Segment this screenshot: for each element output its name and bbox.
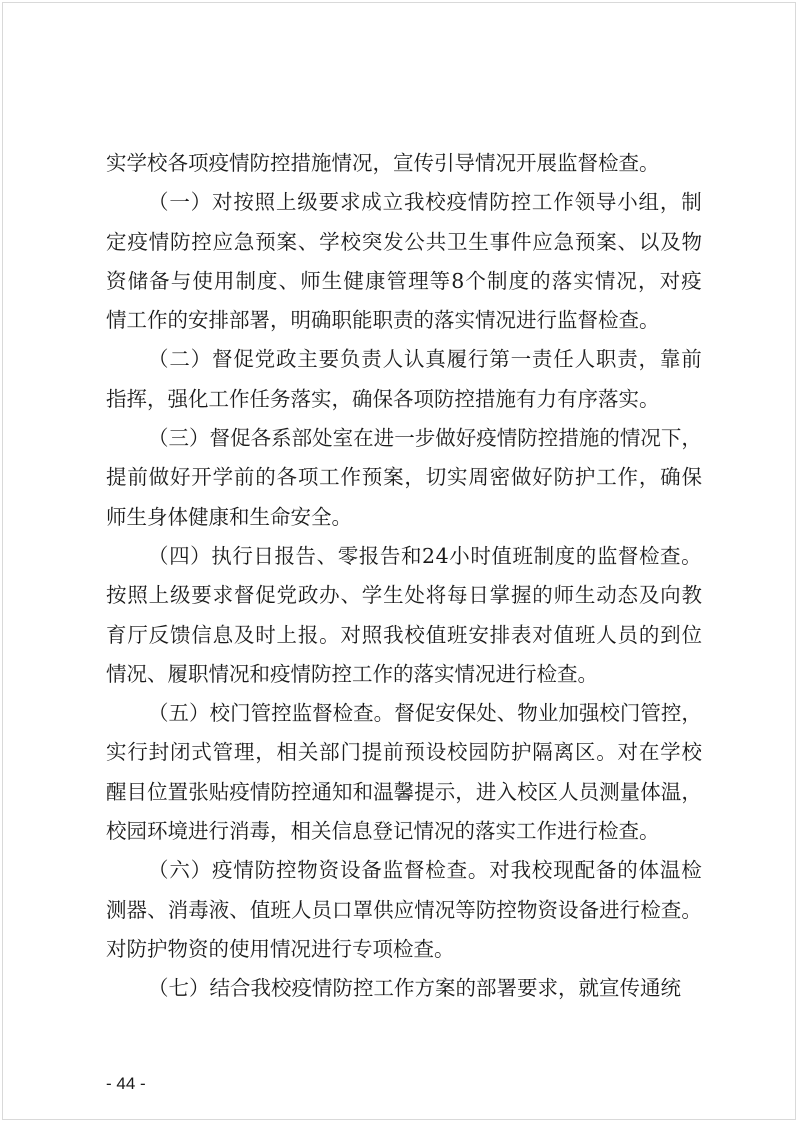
text-line: 情况、履职情况和疫情防控工作的落实情况进行检查。 — [106, 661, 598, 686]
text-line: 提 前 做 好 开 学 前 的 各 项 工 作 预 案 ， 切 实 周 密 做 好 防 护 工 作 ， 确 保 — [106, 465, 702, 490]
paragraph — [106, 851, 702, 969]
text-line: （ 一 ） 对 按 照 上 级 要 求 成 立 我 校 疫 情 防 控 工 作 领 导 小 组 ， 制 — [148, 190, 702, 215]
text-line: 定 疫 情 防 控 应 急 预 案 、 学 校 突 发 公 共 卫 生 事 件 应 急 预 案 、 以 及 物 — [106, 229, 702, 254]
text-line: （ 六 ） 疫 情 防 控 物 资 设 备 监 督 检 查 。 对 我 校 现 配 备 的 体 温 检 — [148, 858, 702, 883]
paragraph — [106, 694, 702, 851]
text-line: （ 三 ） 督 促 各 系 部 处 室 在 进 一 步 做 好 疫 情 防 控 措 施 的 情 况 下 ， — [148, 426, 702, 451]
text-line: 校园环境进行消毒，相关信息登记情况的落实工作进行检查。 — [106, 819, 660, 844]
text-line: （ 四 ） 执 行 日 报 告 、 零 报 告 和 2 4 小 时 值 班 制 度 的 监 督 检 查 。 — [148, 543, 702, 568]
paragraph — [106, 144, 702, 183]
paragraph — [106, 537, 702, 694]
text-line: （七）结合我校疫情防控工作方案的部署要求，就宣传通统 — [148, 976, 681, 1001]
text-line: （ 五 ） 校 门 管 控 监 督 检 查 。 督 促 安 保 处 、 物 业 加 强 校 门 管 控 ， — [148, 701, 702, 726]
text-line: 测 器 、 消 毒 液 、 值 班 人 员 口 罩 供 应 情 况 等 防 控 物 资 设 备 进 行 检 查 。 — [106, 897, 702, 922]
page-number: - 44 - — [106, 1074, 146, 1093]
text-line: 对防护物资的使用情况进行专项检查。 — [106, 936, 455, 961]
text-line: 师生身体健康和生命安全。 — [106, 504, 352, 529]
paragraph — [106, 419, 702, 537]
paragraph — [106, 969, 702, 1008]
text-line: 实 行 封 闭 式 管 理 ， 相 关 部 门 提 前 预 设 校 园 防 护 隔 离 区 。 对 在 学 校 — [106, 740, 702, 765]
text-line: 按 照 上 级 要 求 督 促 党 政 办 、 学 生 处 将 每 日 掌 握 的 师 生 动 态 及 向 教 — [106, 583, 702, 608]
text-line: 实学校各项疫情防控措施情况，宣传引导情况开展监督检查。 — [106, 151, 660, 175]
paragraph — [106, 183, 702, 340]
text-line: 育 厅 反 馈 信 息 及 时 上 报 。 对 照 我 校 值 班 安 排 表 对 值 班 人 员 的 到 位 — [106, 622, 702, 647]
paragraph — [106, 340, 702, 419]
text-line: （ 二 ） 督 促 党 政 主 要 负 责 人 认 真 履 行 第 一 责 任 人 职 责 ， 靠 前 — [148, 347, 702, 372]
text-line: 情工作的安排部署，明确职能职责的落实情况进行监督检查。 — [106, 308, 660, 333]
text-line: 醒 目 位 置 张 贴 疫 情 防 控 通 知 和 温 馨 提 示 ， 进 入 校 区 人 员 测 量 体 温 ， — [106, 779, 702, 804]
text-line: 资 储 备 与 使 用 制 度 、 师 生 健 康 管 理 等 8 个 制 度 的 落 实 情 况 ， 对 疫 — [106, 268, 702, 293]
document-body — [106, 144, 702, 1009]
text-line: 指挥，强化工作任务落实，确保各项防控措施有力有序落实。 — [106, 386, 660, 411]
